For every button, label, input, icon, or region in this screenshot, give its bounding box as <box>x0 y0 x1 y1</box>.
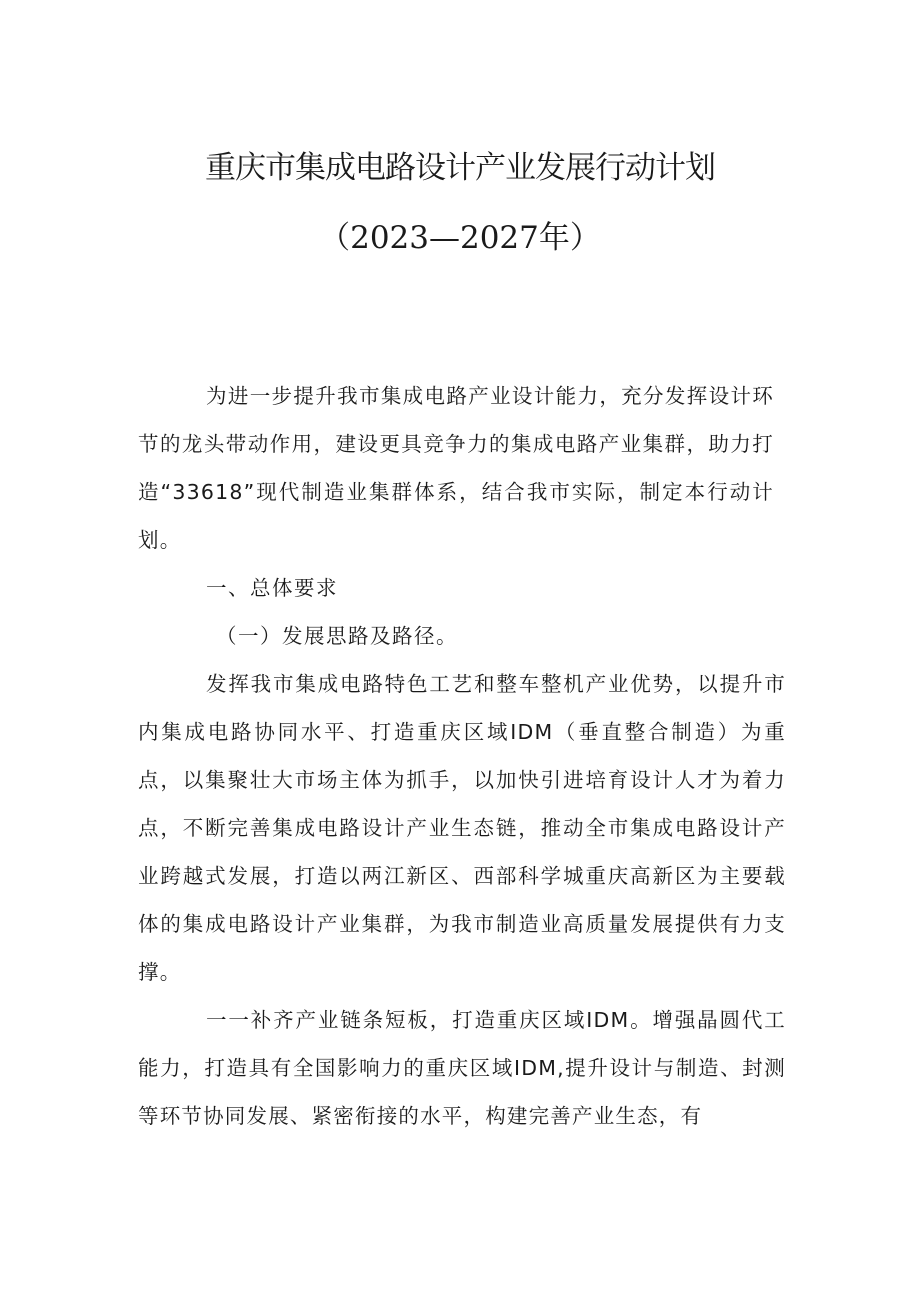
document-title: 重庆市集成电路设计产业发展行动计划 <box>205 150 715 186</box>
body-paragraph: 发挥我市集成电路特色工艺和整车整机产业优势，以提升市内集成电路协同水平、打造重庆区域IDM（垂直整合制造）为重点，以集聚壮大市场主体为抓手，以加快引进培育设计人才为着力点，不断完善集成电路设计产业生态链，推动全市集成电路设计产业跨越式发展，打造以两江新区、西部科学城重庆高新区为主要载体的集成电路设计产业集群，为我市制造业高质量发展提供有力支撑。 <box>138 672 786 984</box>
section-heading: 一、总体要求 <box>206 576 338 600</box>
subsection-heading: （一）发展思路及路径。 <box>216 624 458 648</box>
intro-paragraph: 为进一步提升我市集成电路产业设计能力，充分发挥设计环节的龙头带动作用，建设更具竞争力的集成电路产业集群，助力打造“33618”现代制造业集群体系，结合我市实际，制定本行动计划。 <box>138 384 774 552</box>
document-subtitle: （2023—2027年） <box>319 220 601 256</box>
body-paragraph: 一一补齐产业链条短板，打造重庆区域IDM。增强晶圆代工能力，打造具有全国影响力的重庆区域IDM,提升设计与制造、封测等环节协同发展、紧密衔接的水平，构建完善产业生态，有 <box>138 1008 786 1128</box>
